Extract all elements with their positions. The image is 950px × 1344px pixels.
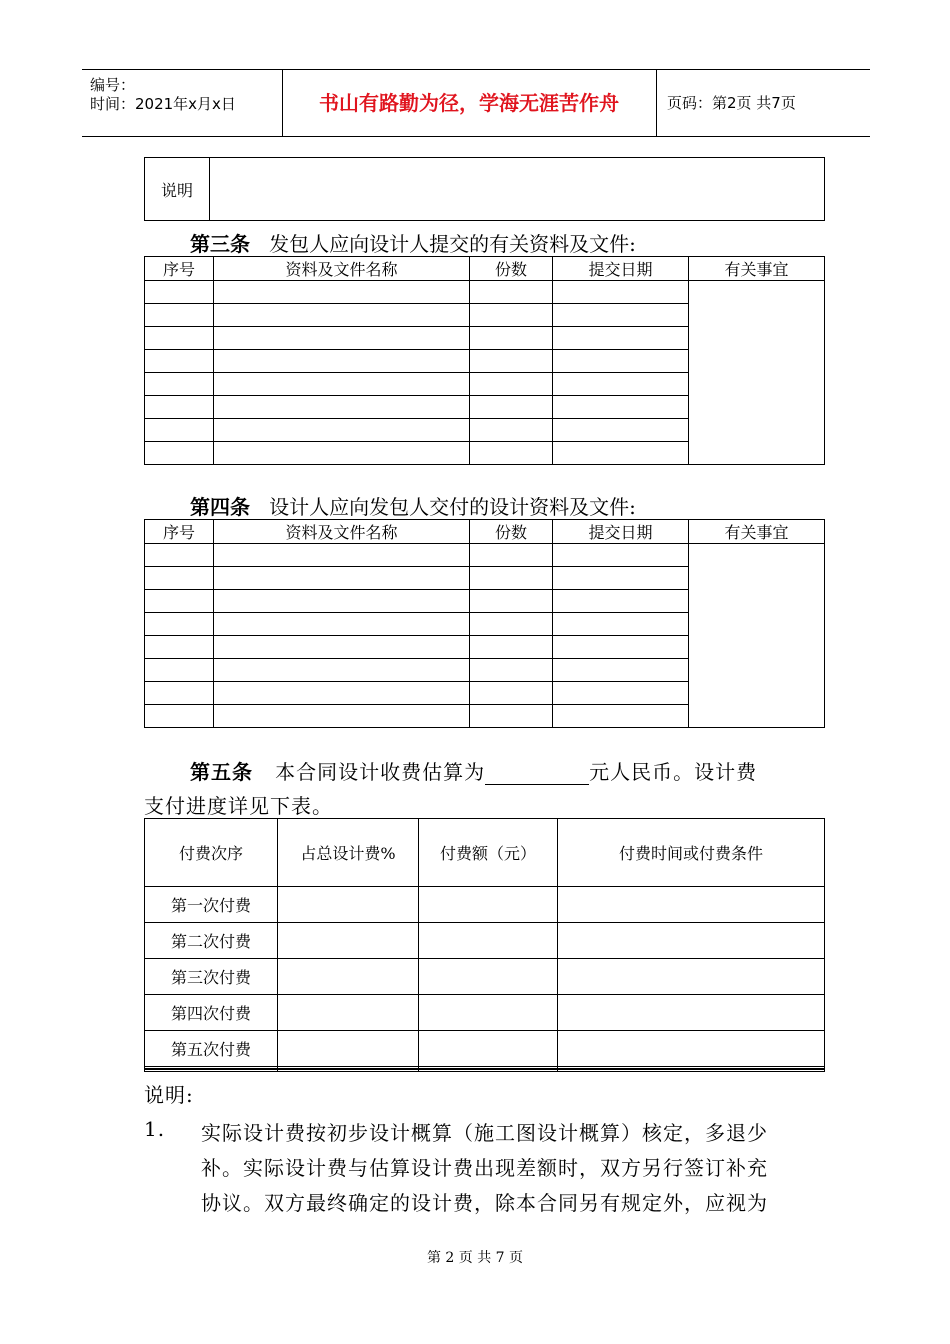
- article3-heading: [190, 228, 636, 257]
- col-header: 资料及文件名称: [214, 257, 470, 281]
- note-line: 补。实际设计费与估算设计费出现差额时，双方另行签订补充: [201, 1156, 768, 1180]
- table-row: [145, 544, 825, 567]
- col-header: 份数: [470, 520, 553, 544]
- col-header: 付费时间或付费条件: [558, 819, 825, 887]
- col-header: 提交日期: [553, 257, 689, 281]
- note-line: 协议。双方最终确定的设计费，除本合同另有规定外，应视为: [201, 1191, 768, 1215]
- article5-text-before: 本合同设计收费估算为: [275, 760, 486, 784]
- page-info: 页码：第2页 共7页: [667, 94, 796, 112]
- payment-order: 第三次付费: [145, 959, 278, 995]
- payment-order: [145, 1070, 278, 1072]
- col-header: 付费次序: [145, 819, 278, 887]
- note-label: 说明: [145, 158, 210, 221]
- header-right-cell: [656, 70, 871, 136]
- article3-number: 第三条: [190, 232, 250, 256]
- table-row: [145, 887, 825, 923]
- col-header: 提交日期: [553, 520, 689, 544]
- notes-label: 说明:: [144, 1083, 194, 1107]
- col-header: 付费额（元）: [419, 819, 558, 887]
- col-header: 有关事宜: [689, 257, 825, 281]
- col-header: 序号: [145, 520, 214, 544]
- article4-text: 设计人应向发包人交付的设计资料及文件:: [269, 495, 636, 519]
- payment-order: 第一次付费: [145, 887, 278, 923]
- article4-table: [144, 519, 825, 728]
- article4-number: 第四条: [190, 495, 250, 519]
- payment-order: 第四次付费: [145, 995, 278, 1031]
- table-row: [145, 1031, 825, 1067]
- page-header: [82, 69, 870, 137]
- fee-blank: [485, 766, 589, 785]
- article5-text-after: 元人民币。设计费: [589, 760, 758, 784]
- table-row: [145, 995, 825, 1031]
- article3-text: 发包人应向设计人提交的有关资料及文件:: [269, 232, 636, 256]
- payment-table: [144, 818, 825, 1072]
- header-motto: 书山有路勤为径，学海无涯苦作舟: [319, 91, 619, 115]
- page-footer: 第 2 页 共 7 页: [426, 1250, 524, 1266]
- col-header: 资料及文件名称: [214, 520, 470, 544]
- payment-order: 第五次付费: [145, 1031, 278, 1067]
- note-table: [144, 157, 825, 221]
- note-line: 实际设计费按初步设计概算（施工图设计概算）核定，多退少: [201, 1121, 768, 1145]
- note-content: [210, 158, 825, 221]
- payment-order: 第二次付费: [145, 923, 278, 959]
- col-header: 份数: [470, 257, 553, 281]
- number-label: 编号：: [90, 76, 136, 94]
- article3-table: [144, 256, 825, 465]
- article5-number: 第五条: [190, 760, 253, 784]
- table-header-row: [145, 520, 825, 544]
- table-row: [145, 959, 825, 995]
- table-row: [145, 281, 825, 304]
- remarks-cell: [689, 544, 825, 728]
- remarks-cell: [689, 281, 825, 465]
- article5-line1: [190, 756, 757, 785]
- table-row: [145, 1070, 825, 1072]
- time-label: 时间：2021年x月x日: [90, 95, 236, 113]
- table-header-row: [145, 257, 825, 281]
- header-left-cell: [82, 70, 283, 136]
- article4-heading: [190, 491, 636, 520]
- note-item-number: 1.: [144, 1117, 166, 1141]
- col-header: 序号: [145, 257, 214, 281]
- col-header: 占总设计费%: [278, 819, 419, 887]
- table-row: [145, 923, 825, 959]
- table-header-row: [145, 819, 825, 887]
- article5-line2: 支付进度详见下表。: [144, 794, 333, 818]
- col-header: 有关事宜: [689, 520, 825, 544]
